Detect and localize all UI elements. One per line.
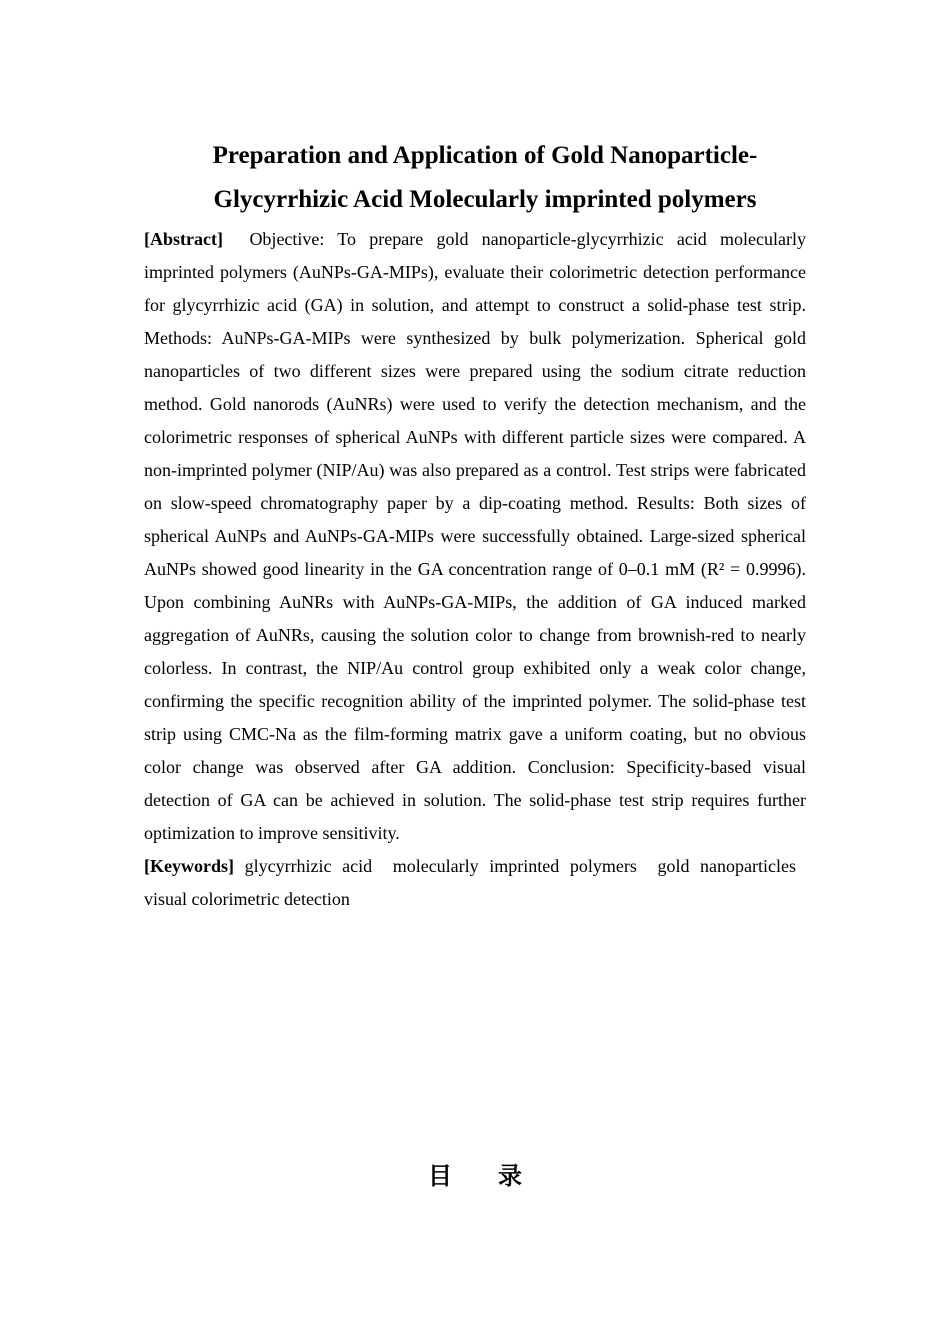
title-line-1: Preparation and Application of Gold Nanoparticle- [212,142,758,169]
keyword-item: gold nanoparticles [657,856,796,876]
paper-title [100,134,870,222]
toc-heading-char-2: 录 [498,1162,522,1190]
keyword-item: glycyrrhizic acid [244,856,373,876]
title-line-2: Glycyrrhizic Acid Molecularly imprinted polymers [213,186,757,213]
abstract-paragraph [144,223,806,850]
keywords-paragraph [144,850,806,916]
toc-heading-char-1: 目 [428,1162,452,1190]
keyword-item: molecularly imprinted polymers [392,856,637,876]
abstract-section [144,223,806,916]
abstract-label: [Abstract] [144,229,223,249]
keyword-item: visual colorimetric detection [144,889,350,909]
table-of-contents-heading [0,1156,950,1196]
abstract-text: Objective: To prepare gold nanoparticle-glycyrrhizic acid molecularly imprinted polymers (AuNPs-GA-MIPs), evaluate their colorimetric detection performance for glycyrrhizic acid (GA) in solution, and attempt to construct a solid-phase test strip. Methods: AuNPs-GA-MIPs were synthesized by bulk polymerization. Spherical gold nanoparticles of two different sizes were prepared using the sodium citrate reduction method. Gold nanorods (AuNRs) were used to verify the detection mechanism, and the colorimetric responses of spherical AuNPs with different particle sizes were compared. A non-imprinted polymer (NIP/Au) was also prepared as a control. Test strips were fabricated on slow-speed chromatography paper by a dip-coating method. Results: Both sizes of spherical AuNPs and AuNPs-GA-MIPs were successfully obtained. Large-sized spherical AuNPs showed good linearity in the GA concentration range of 0–0.1 mM (R² = 0.9996). Upon combining AuNRs with AuNPs-GA-MIPs, the addition of GA induced marked aggregation of AuNRs, causing the solution color to change from brownish-red to nearly colorless. In contrast, the NIP/Au control group exhibited only a weak color change, confirming the specific recognition ability of the imprinted polymer. The solid-phase test strip using CMC-Na as the film-forming matrix gave a uniform coating, but no obvious color change was observed after GA addition. Conclusion: Specificity-based visual detection of GA can be achieved in solution. The solid-phase test strip requires further optimization to improve sensitivity. [144,229,806,843]
keywords-label: [Keywords] [144,856,234,876]
